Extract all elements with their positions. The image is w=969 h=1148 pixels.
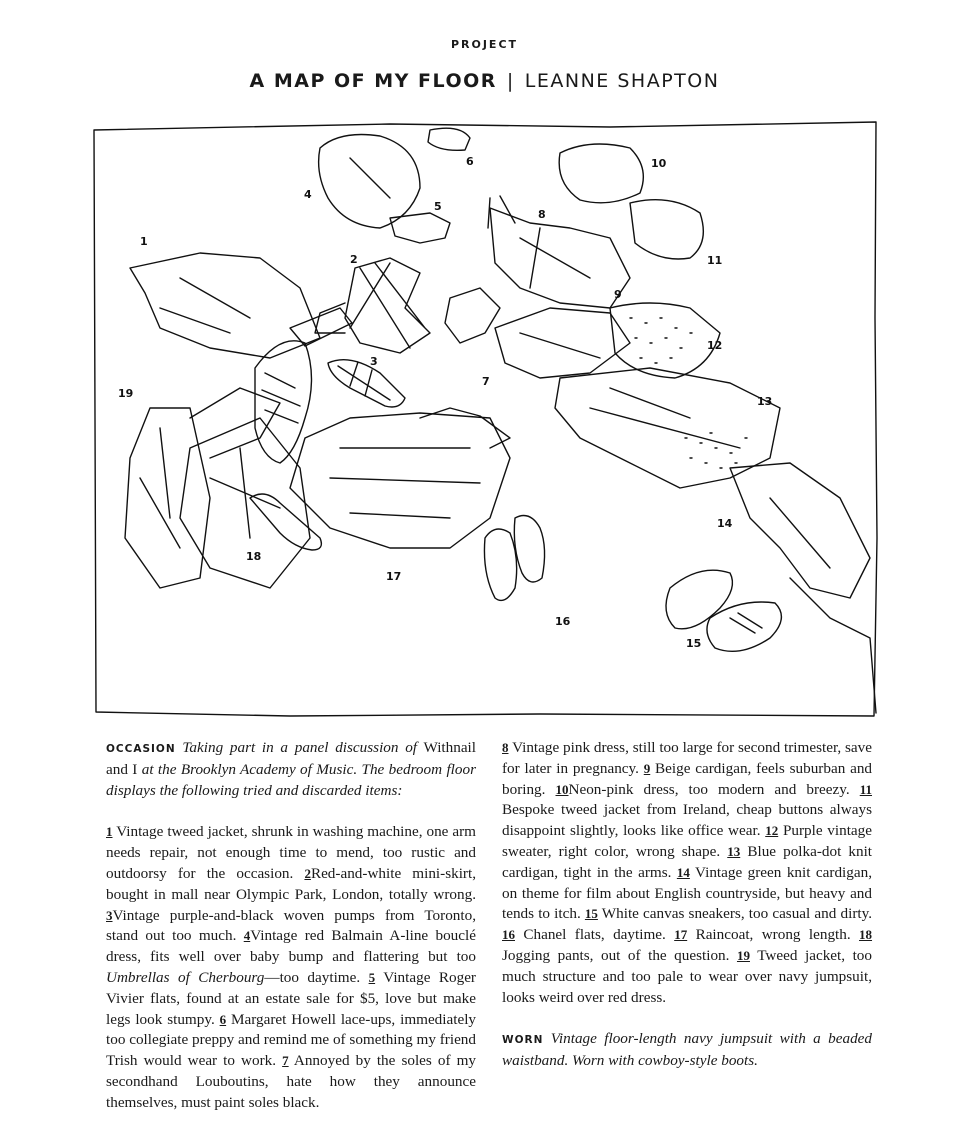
garment-4 bbox=[319, 135, 420, 229]
dots-12 bbox=[630, 318, 692, 363]
map-label-15: 15 bbox=[686, 637, 702, 650]
garment-19-arm bbox=[190, 388, 280, 458]
item-15: White canvas sneakers, too casual and dirty. bbox=[601, 905, 872, 923]
item-11: Bespoke tweed jacket from Ireland, cheap buttons always disappoint slightly, looks like office wear. bbox=[502, 801, 872, 840]
garment-8 bbox=[490, 208, 630, 308]
garment-19 bbox=[125, 408, 210, 588]
shoe-16a bbox=[484, 529, 516, 600]
item-5: Vintage Roger Vivier flats, found at an estate sale for $5, love but make legs look stumpy. bbox=[106, 968, 476, 1028]
worn-paragraph bbox=[502, 1029, 872, 1072]
item-9: Beige cardigan, feels suburban and boring. bbox=[502, 759, 873, 798]
worn-text: Vintage floor-length navy jumpsuit with a beaded waistband. Worn with cowboy-style boots. bbox=[502, 1030, 873, 1070]
map-label-19: 19 bbox=[118, 387, 134, 400]
shoe-18 bbox=[250, 494, 321, 550]
item-12: Purple vintage sweater, right color, wrong shape. bbox=[502, 822, 873, 860]
shoe-15a bbox=[666, 570, 732, 629]
item-3: Vintage purple-and-black woven pumps from Toronto, stand out too much. bbox=[106, 906, 476, 945]
map-label-6: 6 bbox=[466, 155, 474, 168]
map-label-10: 10 bbox=[651, 157, 667, 170]
worn-label: WORN bbox=[502, 1034, 544, 1047]
garment-10 bbox=[559, 144, 643, 203]
garment-7 bbox=[445, 288, 500, 343]
map-label-13: 13 bbox=[757, 395, 773, 408]
map-label-5: 5 bbox=[434, 200, 442, 213]
item-13: Blue polka-dot knit cardigan, tight in the arms. bbox=[502, 842, 873, 881]
items-list: 1 Vintage tweed jacket, shrunk in washing machine, one arm needs repair, not enough time to mend, too rustic and outdoorsy for the occasion. 2Red-and-white mini-skirt, bought in mall near Olympic Park, London, totally wrong. 3Vintage purple-and-black woven pumps from Toronto, stand out too much. 4Vintage red Balmain A-line bouclé dress, fits well over baby bump and flattering but too Umbrellas of Cherbourg—too daytime. 5 Vintage Roger Vivier flats, found at an estate sale for $5, love but make legs look stumpy. 6 Margaret Howell lace-ups, immediately too collegiate preppy and remind me of something my friend Trish would wear to work. 7 Annoyed by the soles of my secondhand Louboutins, hate how they announce themselves, must paint soles black. bbox=[106, 823, 477, 1111]
garment-3 bbox=[328, 360, 405, 407]
item-1: Vintage tweed jacket, shrunk in washing machine, one arm needs repair, not enough time to mend, too rustic and outdoorsy for the occasion. bbox=[106, 823, 476, 882]
map-label-2: 2 bbox=[350, 253, 358, 266]
garment-12 bbox=[610, 303, 723, 378]
map-label-17: 17 bbox=[386, 570, 402, 583]
item-19: Tweed jacket, too much structure and too pale to wear over navy jumpsuit, looks weird over red dress. bbox=[502, 946, 872, 1006]
article-author: LEANNE SHAPTON bbox=[524, 70, 720, 92]
item-7: Annoyed by the soles of my secondhand Louboutins, hate how they announce themselves, must paint soles black. bbox=[106, 1052, 477, 1111]
garment-17 bbox=[290, 413, 510, 548]
shoe-16b bbox=[514, 516, 544, 582]
floor-map-illustration bbox=[90, 118, 880, 718]
dots-13 bbox=[685, 433, 747, 468]
garment-1-sleeve bbox=[290, 308, 352, 346]
garment-2 bbox=[345, 258, 430, 353]
garment-1 bbox=[130, 253, 320, 358]
map-label-16: 16 bbox=[555, 615, 571, 628]
section-kicker: PROJECT bbox=[450, 38, 519, 51]
occasion-label: OCCASION bbox=[106, 743, 176, 755]
text-column-right bbox=[502, 738, 872, 1072]
map-label-7: 7 bbox=[482, 375, 490, 388]
occasion-paragraph: OCCASION Taking part in a panel discussion of Withnail and I at the Brooklyn Academy of Music. The bedroom floor displays the following tried and discarded items: bbox=[106, 739, 477, 799]
title-separator: | bbox=[506, 70, 515, 92]
garment-14-edge bbox=[790, 578, 876, 713]
map-label-14: 14 bbox=[717, 517, 733, 530]
item-4: Vintage red Balmain A-line bouclé dress, fits well over baby bump and flattering but too bbox=[106, 927, 476, 966]
garment-14 bbox=[730, 463, 870, 598]
item-10: Neon-pink dress, too modern and breezy. bbox=[568, 780, 850, 798]
item-6: Margaret Howell lace-ups, immediately too collegiate preppy and remind me of something my friend Trish would wear to work. bbox=[106, 1010, 477, 1070]
item-16: Chanel flats, daytime. bbox=[523, 926, 666, 944]
map-label-3: 3 bbox=[370, 355, 378, 368]
items-list-continued: 8 Vintage pink dress, still too large for second trimester, save for later in pregnancy. 9 Beige cardigan, feels suburban and boring. 10Neon-pink dress, too modern and breezy. 11 Bespoke tweed jacket from Ireland, cheap buttons always disappoint slightly, looks like office wear. 12 Purple vintage sweater, right color, wrong shape. 13 Blue polka-dot knit cardigan, tight in the arms. 14 Vintage green knit cardigan, on theme for film about English countryside, but heavy and tends to itch. 15 White canvas sneakers, too casual and dirty. 16 Chanel flats, daytime. 17 Raincoat, wrong length. 18 Jogging pants, out of the question. 19 Tweed jacket, too much structure and too pale to wear over navy jumpsuit, looks weird over red dress. bbox=[502, 739, 873, 1006]
map-label-11: 11 bbox=[707, 254, 723, 267]
garment-11 bbox=[630, 200, 703, 259]
map-label-4: 4 bbox=[304, 188, 312, 201]
item-8: Vintage pink dress, still too large for second trimester, save for later in pregnancy. bbox=[502, 739, 872, 777]
shoe-5 bbox=[390, 213, 450, 243]
article-header bbox=[0, 70, 969, 92]
map-label-8: 8 bbox=[538, 208, 546, 221]
garment-9 bbox=[495, 308, 630, 378]
garment-17-sleeve bbox=[420, 408, 510, 448]
item-2: Red-and-white mini-skirt, bought in mall near Olympic Park, London, totally wrong. bbox=[106, 864, 477, 903]
shoe-6 bbox=[428, 128, 470, 150]
map-label-9: 9 bbox=[614, 288, 622, 301]
item-14: Vintage green knit cardigan, on theme for film about English countryside, but heavy and tends to itch. bbox=[502, 863, 872, 923]
article-title: A MAP OF MY FLOOR bbox=[249, 70, 497, 92]
map-label-18: 18 bbox=[246, 550, 262, 563]
map-label-12: 12 bbox=[707, 339, 723, 352]
map-label-1: 1 bbox=[140, 235, 148, 248]
item-18: Jogging pants, out of the question. bbox=[502, 946, 730, 964]
item-17: Raincoat, wrong length. bbox=[695, 926, 851, 944]
garment-13 bbox=[555, 368, 780, 488]
text-column-left bbox=[106, 738, 476, 1114]
